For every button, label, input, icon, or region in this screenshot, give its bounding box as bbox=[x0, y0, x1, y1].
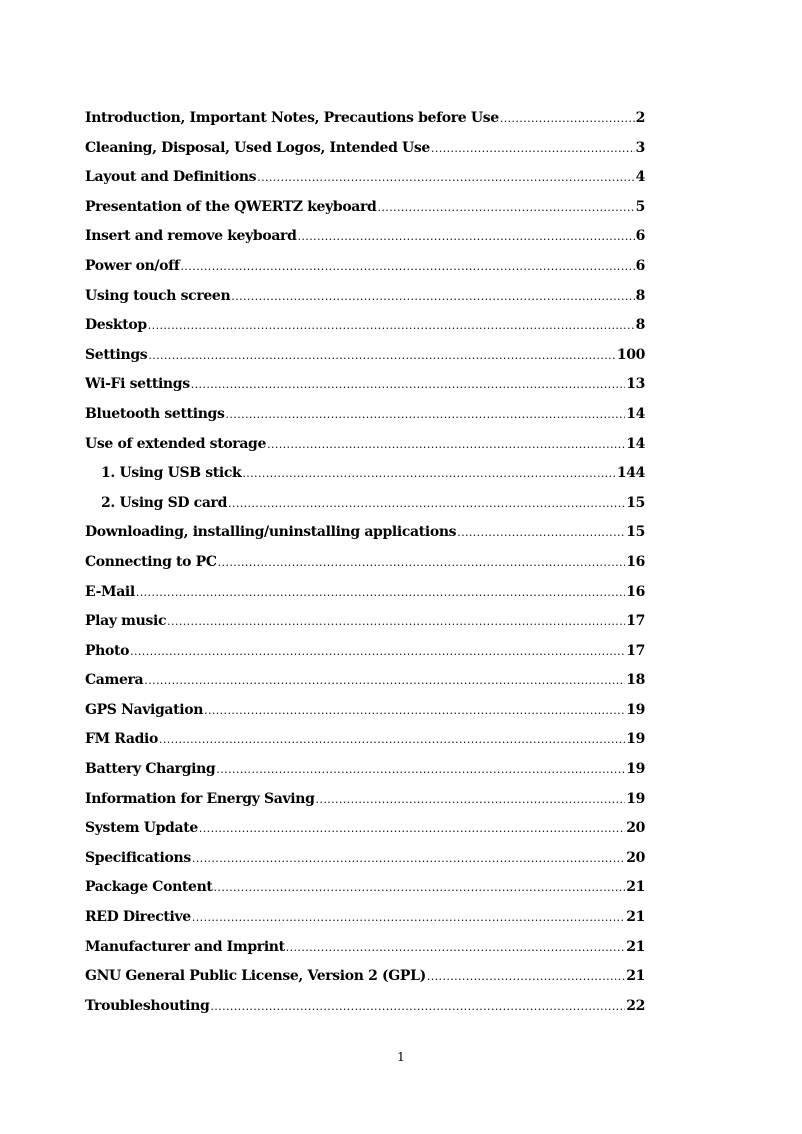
dot-leader bbox=[181, 260, 635, 273]
toc-entry-page: 4 bbox=[635, 169, 645, 186]
toc-entry-page: 18 bbox=[626, 672, 645, 689]
toc-entry-title: Insert and remove keyboard bbox=[85, 228, 297, 245]
toc-entry-page: 14 bbox=[626, 405, 645, 422]
toc-entry-battery[interactable] bbox=[85, 761, 645, 791]
toc-entry-title: Play music bbox=[85, 613, 167, 630]
dot-leader bbox=[226, 408, 626, 421]
toc-entry-title: Desktop bbox=[85, 317, 147, 334]
toc-entry-page: 19 bbox=[626, 731, 645, 748]
dot-leader bbox=[316, 793, 626, 806]
toc-entry-page: 15 bbox=[626, 524, 645, 541]
toc-entry-page: 2 bbox=[635, 110, 645, 126]
toc-entry-title: GNU General Public License, Version 2 (GPL) bbox=[85, 968, 426, 985]
dot-leader bbox=[204, 704, 625, 717]
dot-leader bbox=[136, 586, 625, 599]
toc-entry-page: 21 bbox=[626, 909, 645, 926]
toc-entry-title: Presentation of the QWERTZ keyboard bbox=[85, 198, 377, 215]
dot-leader bbox=[167, 615, 625, 628]
toc-entry-power[interactable] bbox=[85, 258, 645, 288]
toc-entry-desktop[interactable] bbox=[85, 317, 645, 347]
toc-entry-title: Information for Energy Saving bbox=[85, 790, 315, 807]
dot-leader bbox=[214, 881, 626, 894]
toc-entry-bluetooth[interactable] bbox=[85, 406, 645, 436]
toc-entry-title: Battery Charging bbox=[85, 761, 216, 778]
dot-leader bbox=[159, 733, 625, 746]
toc-entry-usb-stick[interactable] bbox=[85, 465, 645, 495]
toc-entry-page: 17 bbox=[626, 642, 645, 659]
dot-leader bbox=[457, 526, 625, 539]
toc-entry-page: 21 bbox=[626, 879, 645, 896]
toc-entry-gpl[interactable] bbox=[85, 968, 645, 998]
toc-entry-page: 20 bbox=[626, 820, 645, 837]
toc-entry-title: Cleaning, Disposal, Used Logos, Intended Use bbox=[85, 139, 430, 156]
dot-leader bbox=[218, 556, 626, 569]
toc-entry-page: 21 bbox=[626, 938, 645, 955]
dot-leader bbox=[192, 852, 625, 865]
toc-entry-page: 21 bbox=[626, 968, 645, 985]
dot-leader bbox=[216, 763, 625, 776]
toc-entry-package-content[interactable] bbox=[85, 879, 645, 909]
toc-entry-page: 144 bbox=[616, 465, 645, 482]
toc-entry-title: Photo bbox=[85, 642, 130, 659]
toc-entry-applications[interactable] bbox=[85, 524, 645, 554]
dot-leader bbox=[427, 970, 625, 983]
dot-leader bbox=[199, 822, 625, 835]
toc-entry-page: 19 bbox=[626, 761, 645, 778]
dot-leader bbox=[257, 171, 634, 184]
dot-leader bbox=[378, 201, 635, 214]
toc-entry-title: FM Radio bbox=[85, 731, 158, 748]
toc-entry-page: 8 bbox=[635, 317, 645, 334]
toc-entry-cleaning[interactable] bbox=[85, 140, 645, 170]
toc-entry-title: Use of extended storage bbox=[85, 435, 267, 452]
dot-leader bbox=[191, 378, 625, 391]
toc-entry-title: Troubleshouting bbox=[85, 997, 210, 1014]
toc-entry-sd-card[interactable] bbox=[85, 495, 645, 525]
toc-entry-title: E-Mail bbox=[85, 583, 135, 600]
toc-entry-page: 16 bbox=[626, 553, 645, 570]
toc-entry-photo[interactable] bbox=[85, 643, 645, 673]
dot-leader bbox=[192, 911, 625, 924]
toc-entry-page: 6 bbox=[635, 228, 645, 245]
toc-entry-gps[interactable] bbox=[85, 702, 645, 732]
toc-entry-page: 19 bbox=[626, 701, 645, 718]
dot-leader bbox=[228, 497, 625, 510]
toc-entry-title: RED Directive bbox=[85, 909, 191, 926]
toc-entry-title: Camera bbox=[85, 672, 144, 689]
toc-entry-extended-storage[interactable] bbox=[85, 436, 645, 466]
toc-entry-wifi[interactable] bbox=[85, 376, 645, 406]
toc-entry-manufacturer[interactable] bbox=[85, 939, 645, 969]
toc-entry-page: 5 bbox=[635, 198, 645, 215]
dot-leader bbox=[144, 674, 625, 687]
dot-leader bbox=[210, 1000, 625, 1013]
toc-entry-connecting-pc[interactable] bbox=[85, 554, 645, 584]
toc-entry-email[interactable] bbox=[85, 584, 645, 614]
toc-entry-introduction[interactable] bbox=[85, 110, 645, 140]
toc-entry-title: Power on/off bbox=[85, 257, 180, 274]
dot-leader bbox=[231, 290, 634, 303]
toc-entry-insert-keyboard[interactable] bbox=[85, 228, 645, 258]
toc-entry-keyboard-presentation[interactable] bbox=[85, 199, 645, 229]
toc-entry-title: Layout and Definitions bbox=[85, 169, 257, 186]
toc-entry-camera[interactable] bbox=[85, 672, 645, 702]
toc-entry-system-update[interactable] bbox=[85, 820, 645, 850]
toc-entry-page: 100 bbox=[616, 346, 645, 363]
toc-entry-page: 14 bbox=[626, 435, 645, 452]
toc-entry-specifications[interactable] bbox=[85, 850, 645, 880]
toc-entry-title: Specifications bbox=[85, 849, 191, 866]
dot-leader bbox=[242, 467, 615, 480]
toc-entry-page: 19 bbox=[626, 790, 645, 807]
toc-entry-page: 13 bbox=[626, 376, 645, 393]
toc-entry-settings[interactable] bbox=[85, 347, 645, 377]
toc-entry-title: Wi-Fi settings bbox=[85, 376, 190, 393]
toc-entry-title: Settings bbox=[85, 346, 148, 363]
toc-entry-title: Connecting to PC bbox=[85, 553, 217, 570]
dot-leader bbox=[286, 941, 625, 954]
dot-leader bbox=[148, 349, 615, 362]
page-number: 1 bbox=[397, 1050, 405, 1064]
table-of-contents bbox=[85, 110, 645, 1027]
toc-entry-page: 20 bbox=[626, 849, 645, 866]
toc-entry-page: 17 bbox=[626, 613, 645, 630]
dot-leader bbox=[148, 319, 635, 332]
toc-entry-touch-screen[interactable] bbox=[85, 288, 645, 318]
toc-entry-page: 15 bbox=[626, 494, 645, 511]
toc-entry-title: 2. Using SD card bbox=[101, 494, 228, 511]
dot-leader bbox=[431, 142, 635, 155]
toc-entry-title: System Update bbox=[85, 820, 198, 837]
toc-entry-title: Package Content bbox=[85, 879, 213, 896]
toc-entry-title: 1. Using USB stick bbox=[101, 465, 242, 482]
toc-entry-title: Manufacturer and Imprint bbox=[85, 938, 285, 955]
dot-leader bbox=[130, 645, 625, 658]
dot-leader bbox=[267, 438, 625, 451]
toc-entry-troubleshooting[interactable] bbox=[85, 998, 645, 1028]
toc-entry-page: 6 bbox=[635, 257, 645, 274]
toc-entry-play-music[interactable] bbox=[85, 613, 645, 643]
toc-entry-title: GPS Navigation bbox=[85, 701, 204, 718]
toc-entry-title: Using touch screen bbox=[85, 287, 231, 304]
dot-leader bbox=[298, 230, 635, 243]
toc-entry-title: Introduction, Important Notes, Precautions before Use bbox=[85, 110, 499, 126]
toc-entry-page: 3 bbox=[635, 139, 645, 156]
toc-entry-title: Downloading, installing/uninstalling applications bbox=[85, 524, 457, 541]
toc-entry-title: Bluetooth settings bbox=[85, 405, 225, 422]
dot-leader bbox=[500, 112, 635, 125]
toc-entry-energy-saving[interactable] bbox=[85, 791, 645, 821]
toc-entry-page: 8 bbox=[635, 287, 645, 304]
toc-entry-page: 22 bbox=[626, 997, 645, 1014]
toc-entry-layout[interactable] bbox=[85, 169, 645, 199]
toc-entry-page: 16 bbox=[626, 583, 645, 600]
toc-entry-fm-radio[interactable] bbox=[85, 731, 645, 761]
toc-entry-red-directive[interactable] bbox=[85, 909, 645, 939]
